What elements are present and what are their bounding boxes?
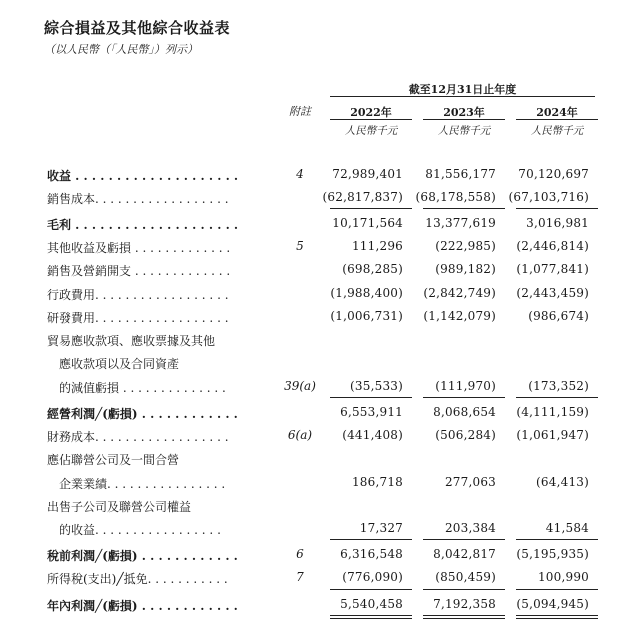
- row-label: 財務成本. . . . . . . . . . . . . . . . . .: [47, 430, 229, 444]
- row-note: 4: [296, 167, 304, 181]
- year-rule: [330, 119, 412, 120]
- value-2022: 5,540,458: [340, 597, 403, 611]
- row-label: 研發費用. . . . . . . . . . . . . . . . . .: [47, 311, 229, 325]
- value-2024: (173,352): [528, 379, 589, 393]
- row-label: 應佔聯營公司及一間合營: [47, 453, 180, 467]
- value-2023: 203,384: [444, 521, 496, 535]
- value-2022: 111,296: [351, 239, 403, 253]
- value-2022: 17,327: [359, 521, 403, 535]
- value-2024: (64,413): [536, 475, 589, 489]
- value-2022: 6,553,911: [340, 405, 403, 419]
- row-label: 的減值虧損 . . . . . . . . . . . . . .: [47, 381, 226, 395]
- subtotal-rule: [516, 208, 598, 209]
- value-2024: (1,077,841): [516, 262, 589, 276]
- table-row-share-results: [0, 473, 637, 493]
- row-label: 收益 . . . . . . . . . . . . . . . . . . . .: [47, 169, 239, 183]
- table-row-profit-for-year: [0, 595, 637, 615]
- year-2022-heading: 2022年: [350, 106, 392, 119]
- value-2023: 277,063: [444, 475, 496, 489]
- table-row-impairment: [0, 377, 637, 397]
- row-note: 39(a): [284, 379, 316, 393]
- value-2022: (441,408): [342, 428, 403, 442]
- value-2022: 186,718: [351, 475, 403, 489]
- value-2023: (1,142,079): [423, 309, 496, 323]
- table-row-operating-profit: [0, 403, 637, 423]
- subtotal-rule: [516, 539, 598, 540]
- statement-title: 綜合損益及其他綜合收益表: [44, 19, 231, 37]
- row-note: 7: [296, 570, 304, 584]
- value-2022: (698,285): [342, 262, 403, 276]
- subtotal-rule: [330, 589, 412, 590]
- value-2022: (1,006,731): [330, 309, 403, 323]
- value-2022: (776,090): [342, 570, 403, 584]
- row-label: 企業業績. . . . . . . . . . . . . . . .: [47, 477, 226, 491]
- value-2022: (1,988,400): [330, 286, 403, 300]
- table-row-finance-costs: [0, 426, 637, 446]
- value-2023: (989,182): [435, 262, 496, 276]
- subtotal-rule: [423, 589, 505, 590]
- value-2023: (850,459): [435, 570, 496, 584]
- value-2023: (68,178,558): [415, 190, 496, 204]
- table-row-admin-expenses: [0, 284, 637, 304]
- value-2024: (2,443,459): [516, 286, 589, 300]
- row-label: 出售子公司及聯營公司權益: [47, 500, 192, 514]
- note-column-heading: 附註: [289, 105, 311, 118]
- table-row-selling-expenses: [0, 260, 637, 280]
- row-label: 應收款項以及合同資產: [47, 357, 180, 371]
- total-double-rule: [423, 615, 505, 619]
- table-row-share-results-line1: [0, 449, 637, 469]
- value-2022: 10,171,564: [332, 216, 403, 230]
- value-2024: (5,195,935): [516, 547, 589, 561]
- table-row-impairment-line2: [0, 353, 637, 373]
- table-row-gross-profit: [0, 214, 637, 234]
- table-row-income-tax: [0, 568, 637, 588]
- value-2023: 7,192,358: [433, 597, 496, 611]
- subtotal-rule: [423, 397, 505, 398]
- year-2024-heading: 2024年: [536, 106, 578, 119]
- unit-label: 人民幣千元: [530, 125, 584, 137]
- value-2024: (2,446,814): [516, 239, 589, 253]
- value-2023: (222,985): [435, 239, 496, 253]
- year-rule: [516, 119, 598, 120]
- year-2023-heading: 2023年: [443, 106, 485, 119]
- subtotal-rule: [423, 539, 505, 540]
- row-note: 6(a): [287, 428, 313, 442]
- subtotal-rule: [330, 397, 412, 398]
- period-heading: 截至12月31日止年度: [408, 83, 517, 96]
- value-2024: (67,103,716): [508, 190, 589, 204]
- subtotal-rule: [516, 589, 598, 590]
- value-2023: (2,842,749): [423, 286, 496, 300]
- row-label: 銷售及營銷開支 . . . . . . . . . . . . .: [47, 264, 231, 278]
- row-label: 貿易應收款項、應收票據及其他: [47, 334, 216, 348]
- table-row-disposal-gain: [0, 519, 637, 539]
- value-2024: 70,120,697: [518, 167, 589, 181]
- value-2022: (35,533): [350, 379, 403, 393]
- value-2024: 100,990: [537, 570, 589, 584]
- value-2023: 13,377,619: [425, 216, 496, 230]
- unit-label: 人民幣千元: [437, 125, 491, 137]
- table-row-other-gains: [0, 237, 637, 257]
- row-label: 的收益. . . . . . . . . . . . . . . . .: [47, 523, 221, 537]
- table-row-cost-of-sales: [0, 188, 637, 208]
- value-2023: 8,042,817: [433, 547, 496, 561]
- value-2023: (506,284): [435, 428, 496, 442]
- row-label: 行政費用. . . . . . . . . . . . . . . . . .: [47, 288, 229, 302]
- value-2024: (986,674): [528, 309, 589, 323]
- row-label: 銷售成本. . . . . . . . . . . . . . . . . .: [47, 192, 229, 206]
- row-label: 經營利潤╱(虧損) . . . . . . . . . . . .: [47, 407, 238, 421]
- subtotal-rule: [330, 208, 412, 209]
- period-rule: [330, 96, 595, 97]
- value-2024: (5,094,945): [516, 597, 589, 611]
- value-2022: 72,989,401: [332, 167, 403, 181]
- subtotal-rule: [330, 539, 412, 540]
- row-label: 稅前利潤╱(虧損) . . . . . . . . . . . .: [47, 549, 238, 563]
- total-double-rule: [330, 615, 412, 619]
- value-2024: 3,016,981: [526, 216, 589, 230]
- subtotal-rule: [516, 397, 598, 398]
- value-2023: 81,556,177: [425, 167, 496, 181]
- value-2023: (111,970): [435, 379, 496, 393]
- row-note: 6: [296, 547, 304, 561]
- row-label: 其他收益及虧損 . . . . . . . . . . . . .: [47, 241, 231, 255]
- table-row-revenue: [0, 165, 637, 185]
- row-label: 年內利潤╱(虧損) . . . . . . . . . . . .: [47, 599, 238, 613]
- value-2024: (4,111,159): [516, 405, 589, 419]
- row-label: 所得稅(支出)╱抵免. . . . . . . . . . .: [47, 572, 228, 586]
- value-2022: (62,817,837): [322, 190, 403, 204]
- total-double-rule: [516, 615, 598, 619]
- row-label: 毛利 . . . . . . . . . . . . . . . . . . . .: [47, 218, 239, 232]
- value-2023: 8,068,654: [433, 405, 496, 419]
- year-rule: [423, 119, 505, 120]
- value-2022: 6,316,548: [340, 547, 403, 561]
- table-row-rnd-expenses: [0, 307, 637, 327]
- table-row-impairment-line1: [0, 330, 637, 350]
- subtotal-rule: [423, 208, 505, 209]
- value-2024: (1,061,947): [516, 428, 589, 442]
- table-row-disposal-gain-line1: [0, 496, 637, 516]
- table-row-profit-before-tax: [0, 545, 637, 565]
- value-2024: 41,584: [545, 521, 589, 535]
- unit-label: 人民幣千元: [344, 125, 398, 137]
- statement-subtitle: （以人民幣（「人民幣」）列示）: [44, 43, 198, 56]
- row-note: 5: [296, 239, 304, 253]
